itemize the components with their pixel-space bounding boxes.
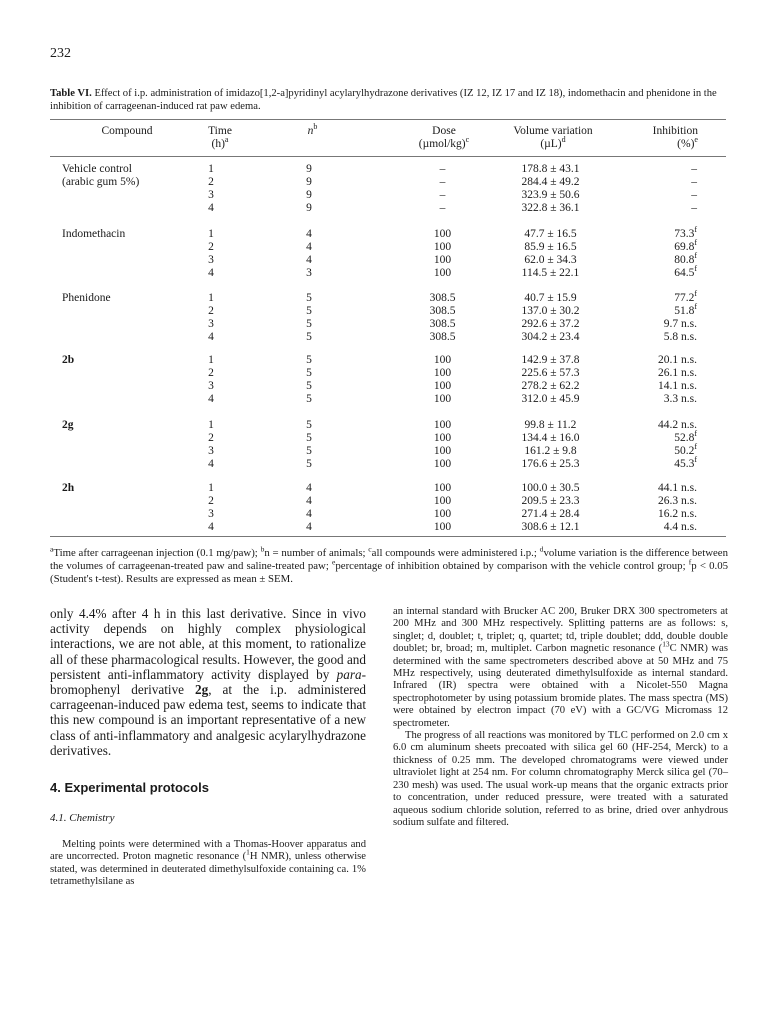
time-cell: 1 [208,228,214,240]
dose-cell: 100 [433,432,452,444]
volume-cell: 308.6 ± 12.1 [521,521,580,533]
volume-cell: 142.9 ± 37.8 [521,354,580,366]
volume-unit: (µL) [540,138,562,150]
volume-cell: 278.2 ± 62.2 [521,380,580,392]
superscript: 1 [246,847,250,857]
inhibition-sup: f [694,225,697,235]
inhibition-cell [640,176,697,189]
time-sup: a [224,135,229,145]
inhibition-cell [640,238,697,254]
dose-cell: 100 [433,445,452,457]
table-row [0,482,768,495]
volume-cell: 178.8 ± 43.1 [521,163,580,175]
dose-cell: 100 [433,367,452,379]
n-cell: 4 [306,495,312,507]
footnote-c-text: all compounds were administered i.p.; [371,547,540,559]
volume-cell: 312.0 ± 45.9 [521,393,580,405]
n-cell: 5 [306,305,312,317]
inhibition-value: 14.1 n.s. [658,380,697,392]
inhibition-value: 16.2 n.s. [658,508,697,520]
volume-cell: 322.8 ± 36.1 [521,202,580,214]
n-cell: 5 [306,419,312,431]
group-name: 2g [62,419,74,431]
time-cell: 2 [208,495,214,507]
dose-cell: – [439,176,446,188]
table-caption-text: Effect of i.p. administration of imidazo[1,2-a]pyridinyl acylarylhydrazone derivatives (IZ 12, IZ 17 and IZ 18), indomethacin and phenidone in the inhibition of carrageenan-induced rat paw edema. [50,88,717,112]
table-group-vehicle-control [0,163,768,215]
n-cell: 3 [306,267,312,279]
inhibition-value: – [691,163,697,175]
inhibition-unit: (%) [677,138,695,150]
inhibition-value: 73.3 [674,228,695,240]
inhibition-cell [640,331,697,344]
table-row [0,442,768,458]
footnote-d-sup: d [539,544,544,554]
table-row [0,202,768,215]
body-paragraph [393,606,728,730]
dose-cell: 100 [433,458,452,470]
inhibition-sup: f [694,302,697,312]
inhibition-value: 45.3 [674,458,695,470]
dose-cell: 308.5 [429,305,456,317]
dose-cell: 308.5 [429,292,456,304]
table-group-2b [0,354,768,406]
footnote-c-sup: c [368,544,372,554]
inhibition-value: 26.3 n.s. [658,495,697,507]
time-cell: 3 [208,189,214,201]
inhibition-sup: f [694,289,697,299]
table-row [0,289,768,305]
inhibition-cell [640,455,697,471]
table-row [0,380,768,393]
time-cell: 3 [208,380,214,392]
time-cell: 4 [208,267,214,279]
text-run: Melting points were determined with a Thomas-Hoover apparatus and are uncorrected. Proton magnetic resonance ( [50,839,366,863]
time-cell: 3 [208,318,214,330]
inhibition-value: 80.8 [674,254,695,266]
volume-cell: 225.6 ± 57.3 [521,367,580,379]
n-label: n [307,125,314,137]
inhibition-value: – [691,202,697,214]
dose-cell: 100 [433,354,452,366]
table-group-2h [0,482,768,534]
time-cell: 4 [208,393,214,405]
group-name: Indomethacin [62,228,126,240]
right-column [393,606,728,829]
volume-cell: 284.4 ± 49.2 [521,176,580,188]
inhibition-value: 5.8 n.s. [663,331,697,343]
n-sup: b [313,122,318,132]
dose-label: Dose [432,125,456,137]
time-cell: 2 [208,176,214,188]
inhibition-label: Inhibition [652,125,698,137]
time-unit: (h) [211,138,225,150]
n-cell: 5 [306,354,312,366]
compound-ref: 2g [195,682,209,698]
volume-cell: 323.9 ± 50.6 [521,189,580,201]
table-header-inhibition [638,125,698,151]
footnote-f-sup: f [688,557,692,567]
volume-cell: 134.4 ± 16.0 [521,432,580,444]
time-label: Time [208,125,232,137]
inhibition-sup: f [694,429,697,439]
table-row [0,508,768,521]
dose-cell: 100 [433,419,452,431]
time-cell: 2 [208,305,214,317]
text-run: C NMR) was determined with the same spectrometers described above at 50 MHz and 75 MHz respectively, using deuterated dimethylsulfoxide as internal standard. Infrared (IR) spectra were obtained with a Nicolet-550 Magna spectrophotometer by using potassium bromide plates. The mass spectra (MS) were obtained by electron impact (70 eV) with a GC/VG Micromass 12 spectrometer. [393,643,728,729]
table-top-rule [50,119,726,120]
table-caption [50,87,730,113]
inhibition-cell [640,202,697,215]
inhibition-cell [640,318,697,331]
inhibition-cell [640,508,697,521]
group-name-line2: (arabic gum 5%) [62,176,140,188]
left-column [50,606,366,889]
dose-unit: (µmol/kg) [418,138,466,150]
n-cell: 4 [306,254,312,266]
time-cell: 1 [208,354,214,366]
table-group-phenidone [0,289,768,344]
table-row [0,393,768,406]
table-row [0,264,768,280]
time-cell: 1 [208,163,214,175]
table-header-volume [503,125,603,151]
text-run: an internal standard with Brucker AC 200, Bruker DRX 300 spectrometers at 200 MHz and 300 MHz respectively. Splitting patterns are as follows: s, singlet; d, doublet; t, triplet; q, quartet; td, triple doublet; ddd, double double doublet; br, broad; m, multiplet. Carbon magnetic resonance ( [393,606,728,655]
dose-cell: 100 [433,254,452,266]
table-bottom-rule [50,536,726,537]
table-group-indomethacin [0,225,768,280]
footnote-a-sup: a [50,544,54,554]
dose-cell: 100 [433,482,452,494]
dose-cell: 100 [433,241,452,253]
inhibition-value: 64.5 [674,267,695,279]
time-cell: 1 [208,482,214,494]
table-row [0,176,768,189]
inhibition-value: – [691,189,697,201]
dose-cell: 308.5 [429,318,456,330]
table-header-rule [50,156,726,157]
n-cell: 5 [306,432,312,444]
superscript: 13 [662,639,670,649]
body-paragraph [50,606,366,758]
n-cell: 4 [306,228,312,240]
inhibition-value: 9.7 n.s. [663,318,697,330]
volume-cell: 137.0 ± 30.2 [521,305,580,317]
group-name: 2b [62,354,75,366]
dose-cell: 308.5 [429,331,456,343]
table-row [0,367,768,380]
inhibition-value: 77.2 [674,292,695,304]
time-cell: 4 [208,331,214,343]
table-header-n [300,122,325,138]
inhibition-value: 51.8 [674,305,695,317]
inhibition-value: 3.3 n.s. [663,393,697,405]
inhibition-cell [640,302,697,318]
body-paragraph [50,839,366,889]
table-row [0,225,768,241]
n-cell: 5 [306,393,312,405]
inhibition-sup: e [694,135,698,145]
inhibition-cell [640,189,697,202]
time-cell: 2 [208,241,214,253]
n-cell: 9 [306,202,312,214]
group-name: 2h [62,482,75,494]
inhibition-cell [640,495,697,508]
n-cell: 9 [306,176,312,188]
n-cell: 9 [306,163,312,175]
dose-cell: – [439,202,446,214]
time-cell: 2 [208,432,214,444]
dose-cell: 100 [433,228,452,240]
inhibition-sup: f [694,442,697,452]
dose-sup: c [465,135,470,145]
footnote-e-text: percentage of inhibition obtained by comparison with the vehicle control group; [335,560,689,572]
section-heading: 4. Experimental protocols [50,780,209,796]
volume-label: Volume variation [513,125,593,137]
inhibition-cell [640,264,697,280]
n-cell: 4 [306,482,312,494]
time-cell: 3 [208,508,214,520]
text-run: -bromophenyl derivative [50,666,366,698]
inhibition-value: 26.1 n.s. [658,367,697,379]
table-row [0,163,768,176]
volume-sup: d [561,135,566,145]
n-cell: 5 [306,458,312,470]
table-row [0,455,768,471]
text-run: H NMR), unless otherwise stated, was determined in deuterated dimethylsulfoxide containing ca. 1% tetramethylsilane as [50,851,367,888]
inhibition-cell [640,251,697,267]
table-row [0,302,768,318]
time-cell: 2 [208,367,214,379]
table-row [0,429,768,445]
page-number: 232 [50,46,71,61]
text-run: only 4.4% after 4 h in this last derivative. Since in vivo activity depends on highly complex physiological interactions, we are not able, at this moment, to rationalize all of these pharmacological results. However, the good and persistent anti-inflammatory activity displayed by [50,606,366,682]
inhibition-value: 44.1 n.s. [658,482,697,494]
time-cell: 1 [208,292,214,304]
volume-cell: 176.6 ± 25.3 [521,458,580,470]
table-row [0,419,768,432]
table-row [0,495,768,508]
inhibition-value: 50.2 [674,445,695,457]
table-row [0,521,768,534]
table-header-compound: Compound [101,125,153,137]
volume-cell: 292.6 ± 37.2 [521,318,580,330]
volume-cell: 304.2 ± 23.4 [521,331,580,343]
group-name: Phenidone [62,292,111,304]
group-name-line1: Vehicle control [62,163,132,175]
inhibition-value: 52.8 [674,432,695,444]
inhibition-value: 20.1 n.s. [658,354,697,366]
text-run: , at the i.p. administered carrageenan-induced paw edema test, seems to indicate that this new compound is an important representative of a new class of anti-inflammatory and analgesic acylarylhydrazone derivatives. [50,682,367,758]
n-cell: 5 [306,292,312,304]
inhibition-cell [640,354,697,367]
volume-cell: 62.0 ± 34.3 [524,254,577,266]
volume-cell: 99.8 ± 11.2 [524,419,577,431]
table-row [0,251,768,267]
n-cell: 4 [306,241,312,253]
dose-cell: 100 [433,267,452,279]
time-cell: 1 [208,419,214,431]
volume-cell: 47.7 ± 16.5 [524,228,577,240]
inhibition-sup: f [694,238,697,248]
n-cell: 5 [306,318,312,330]
dose-cell: 100 [433,495,452,507]
body-paragraph: The progress of all reactions was monitored by TLC performed on 2.0 cm x 6.0 cm aluminum sheets precoated with silica gel 60 (HF-254, Merck) to a thickness of 0.25 mm. The developed chromatograms were viewed under ultraviolet light at 254 nm. For column chromatography Merck silica gel (70–230 mesh) was used. The usual work-up means that the organic extracts prior to concentration, under reduced pressure, were treated with a saturated aqueous sodium chloride solution, referred to as brine, dried over anhydrous sodium sulfate and filtered. [393,730,728,828]
table-row [0,238,768,254]
table-header-time [200,125,240,151]
table-footnote [50,544,729,586]
time-cell: 3 [208,254,214,266]
n-cell: 4 [306,521,312,533]
volume-cell: 271.4 ± 28.4 [521,508,580,520]
inhibition-cell [640,521,697,534]
table-row [0,331,768,344]
time-cell: 4 [208,202,214,214]
table-group-2g [0,419,768,471]
table-row [0,318,768,331]
n-cell: 4 [306,508,312,520]
n-cell: 5 [306,331,312,343]
inhibition-cell [640,163,697,176]
inhibition-sup: f [694,455,697,465]
inhibition-sup: f [694,251,697,261]
footnote-b-text: n = number of animals; [264,547,369,559]
inhibition-value: 44.2 n.s. [658,419,697,431]
dose-cell: – [439,163,446,175]
footnote-b-sup: b [260,544,265,554]
dose-cell: 100 [433,393,452,405]
table-header-dose [408,125,480,151]
footnote-f-text: p < 0.05 (Student's t-test). Results are expressed as mean ± SEM. [50,560,729,585]
dose-cell: – [439,189,446,201]
footnote-d-text: volume variation is the difference between the volumes of carrageenan-treated paw and saline-treated paw; [50,547,728,572]
volume-cell: 114.5 ± 22.1 [521,267,580,279]
n-cell: 5 [306,445,312,457]
inhibition-value: 69.8 [674,241,695,253]
inhibition-cell [640,289,697,305]
volume-cell: 40.7 ± 15.9 [524,292,577,304]
n-cell: 5 [306,380,312,392]
table-row [0,354,768,367]
volume-cell: 85.9 ± 16.5 [524,241,577,253]
n-cell: 9 [306,189,312,201]
dose-cell: 100 [433,508,452,520]
inhibition-cell [640,225,697,241]
time-cell: 4 [208,521,214,533]
footnote-e-sup: e [332,557,336,567]
inhibition-cell [640,380,697,393]
italic-run: para [336,666,362,682]
inhibition-cell [640,393,697,406]
volume-cell: 100.0 ± 30.5 [521,482,580,494]
inhibition-sup: f [694,264,697,274]
volume-cell: 161.2 ± 9.8 [524,445,577,457]
footnote-a-text: Time after carrageenan injection (0.1 mg/paw); [53,547,261,559]
inhibition-cell [640,367,697,380]
subsection-heading: 4.1. Chemistry [50,812,115,825]
inhibition-cell [640,429,697,445]
inhibition-value: 4.4 n.s. [663,521,697,533]
n-cell: 5 [306,367,312,379]
table-row [0,189,768,202]
time-cell: 4 [208,458,214,470]
inhibition-cell [640,419,697,432]
inhibition-cell [640,482,697,495]
volume-cell: 209.5 ± 23.3 [521,495,580,507]
dose-cell: 100 [433,521,452,533]
dose-cell: 100 [433,380,452,392]
inhibition-cell [640,442,697,458]
inhibition-value: – [691,176,697,188]
time-cell: 3 [208,445,214,457]
table-caption-label: Table VI. [50,88,92,99]
